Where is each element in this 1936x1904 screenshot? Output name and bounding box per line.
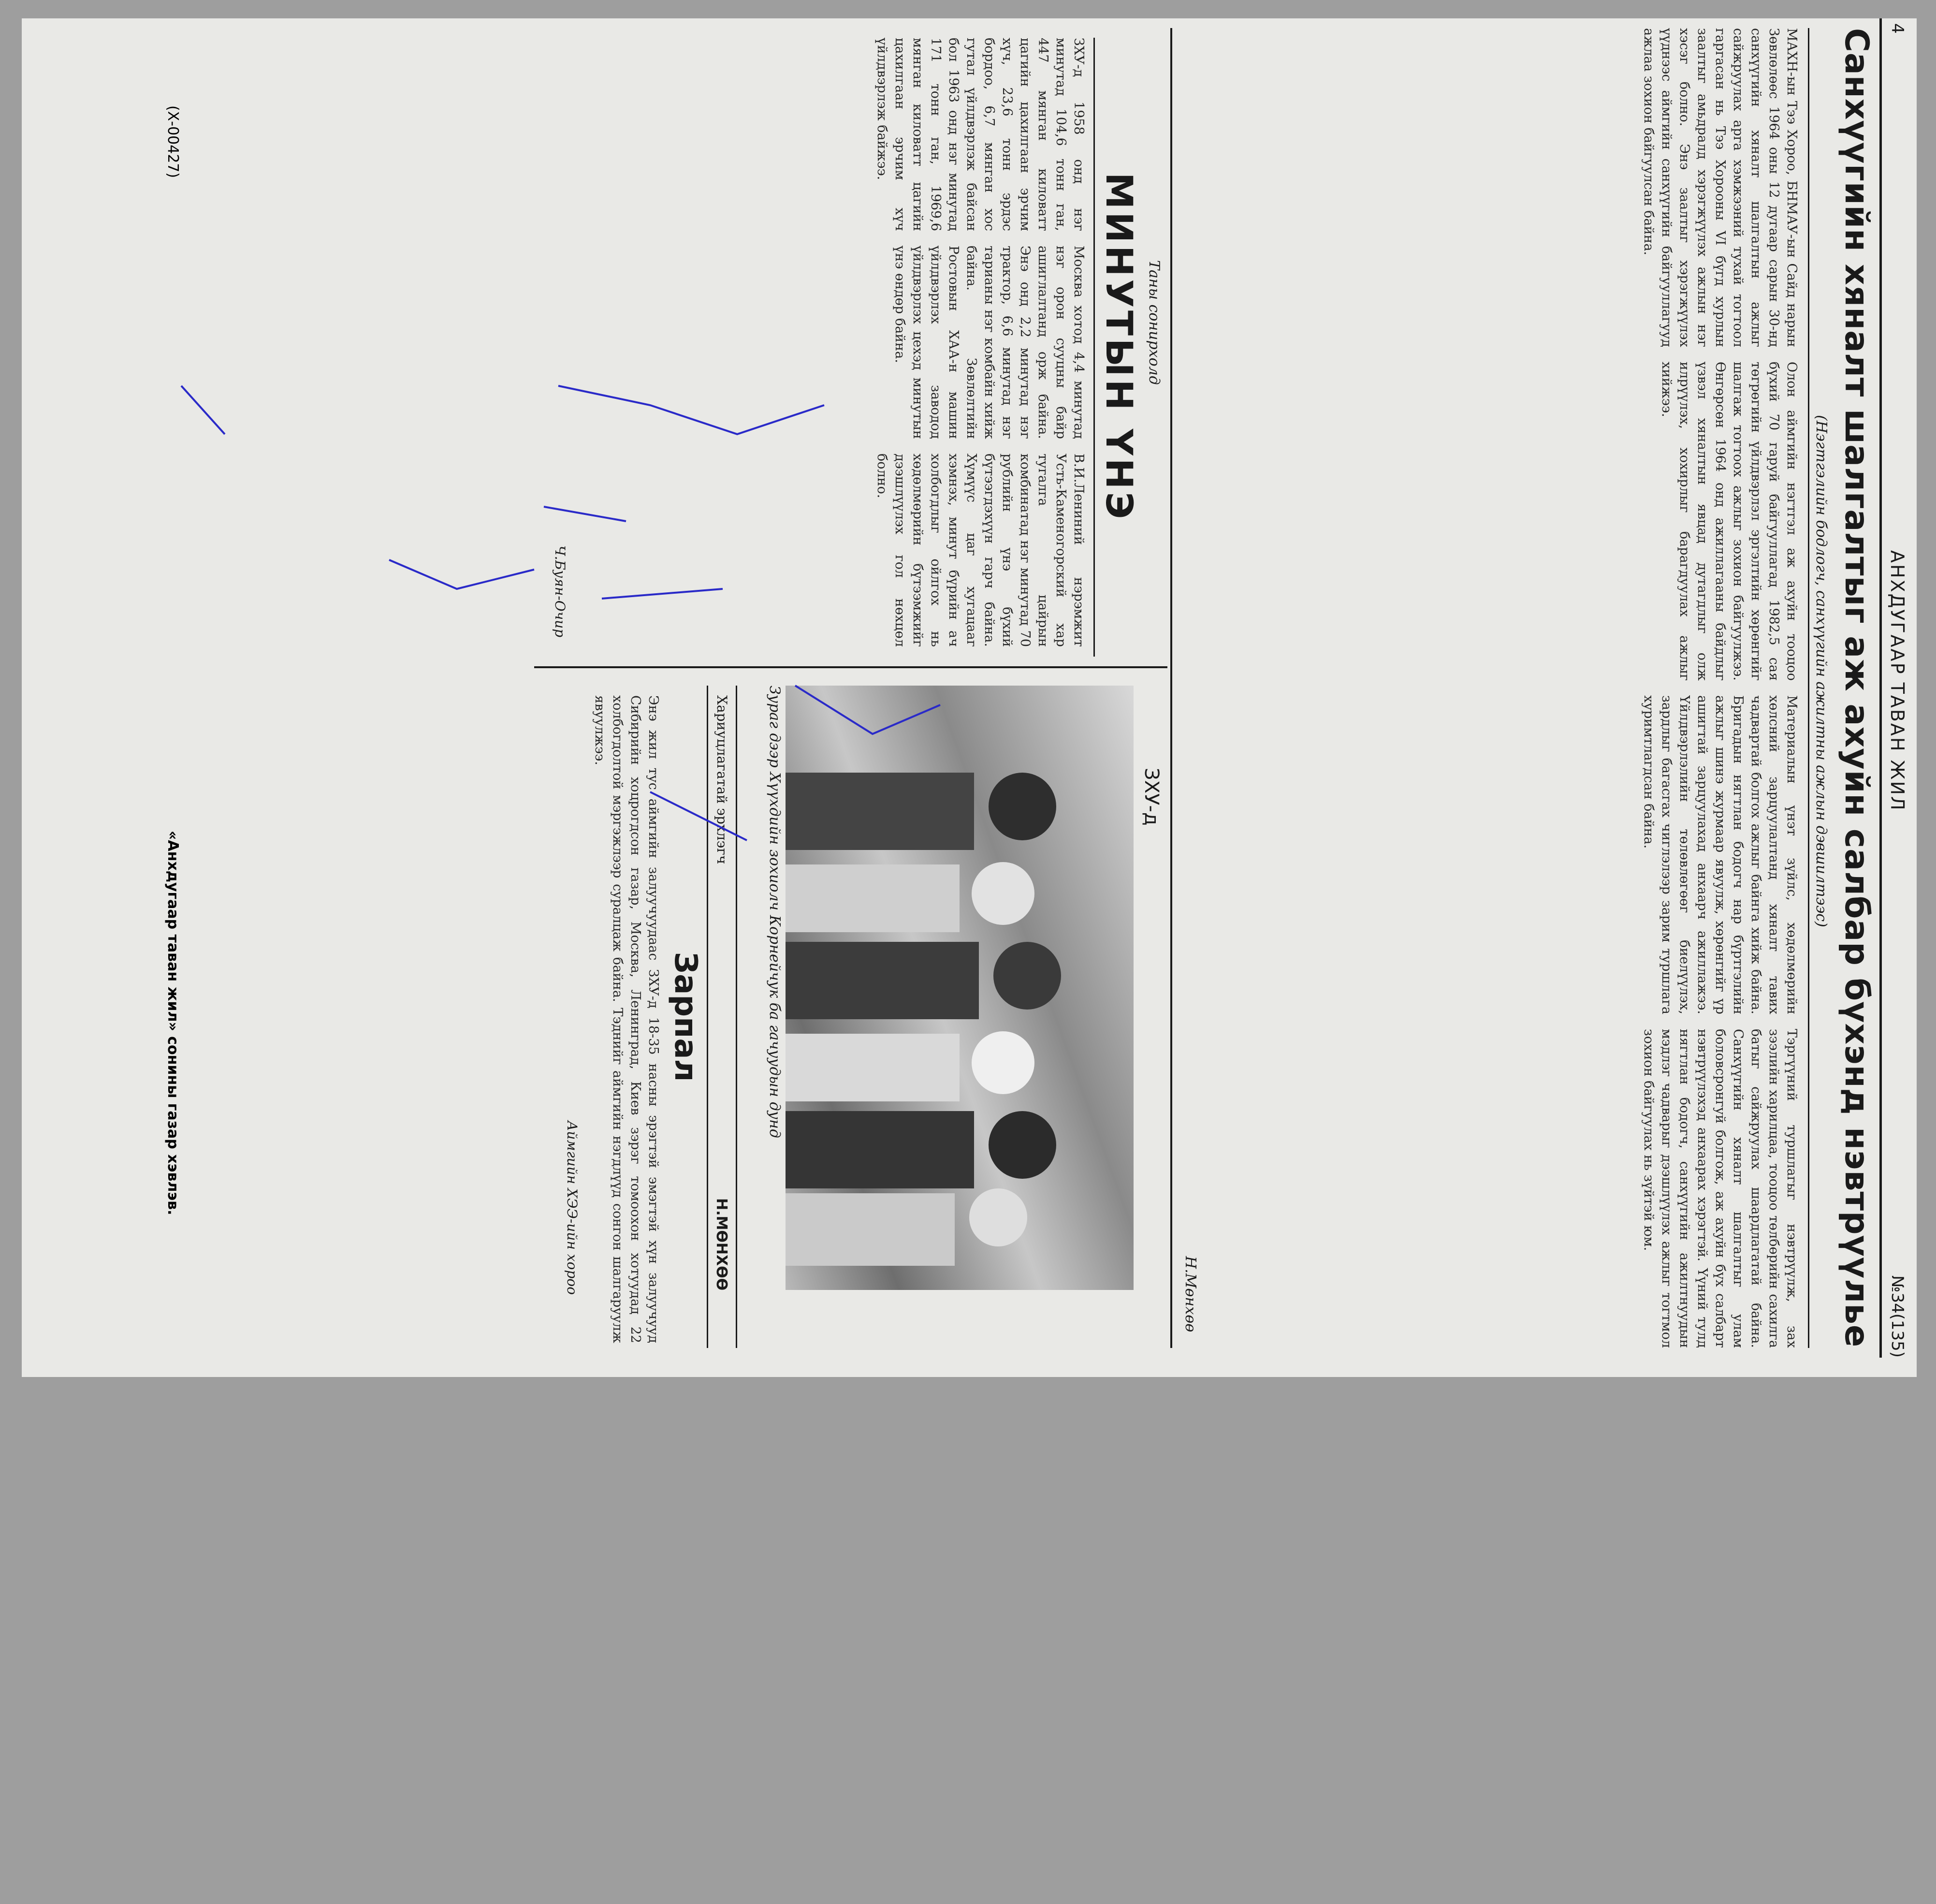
footer-code: (Х-00427) [164,105,181,178]
byline-left: Хариуцлагатай эрхлэгч [714,695,730,864]
main-subhead: (Нэгтгэлийн бодлогч, санхүүгийн ажилтны ажлын дэвшилтээс) [1813,415,1830,927]
zarpal-body: Энэ жил тус аймгийн залуучуудаас ЗХУ-д 18-35 насны эрэгтэй эмэгтэй хүн залуучууд Сибирийн хоцрогдсон газар, Москва, Ленинград, Киев зэрэг томоохон хотуудад 22 холбогдолтой мэргэжлээр суралцаж байна. Тэднийг аймгийн нэгдлүүд сонгон шалгаруулж явуулжээ. [592,695,661,1343]
photo-caption: Зураг дээр Хүүхдийн зохиолч Корнейчук ба гачуудын дунд [766,686,783,1138]
minute-column-2: Москва хотод 4,4 минутад нэг орон сууцны байр ашиглалтанд орж байна. Энэ онд 2,2 минутад нэг трактор, 6,6 минутад нэг тарианы нэг комбайн хийж байна. Зөвлөлтийн Ростовын ХАА-н машин үйлдвэрлэх заводод үйлдвэрлэх цехэд минутын үнэ өндөр байна. [892,246,1086,439]
zarpal-headline: Зарпал [668,952,703,1082]
pen-mark-4 [389,560,534,589]
newspaper-page [22,18,1917,1377]
masthead-title: АНХДУГААР ТАВАН ЖИЛ [1887,550,1908,812]
issue-number: №34(135) [1888,1275,1907,1358]
footer-slogan: «Анхдугаар таван жил» сонины газар хэвлэв. [164,831,181,1216]
minute-column-3: В.И.Лениний нэрэмжит Усть-Каменогорский хар тугалга цайрын комбинатад нэг минутад 70 рублийн үнэ бүхий бүтээгдэхүүн гарч байна. Хүмүүс цаг хугацааг хэмнэх, минут бүрийн ач холбогдлыг ойлгох нь хөдөлмөрийн бүтээмжийг дээшлүүлэх гол нөхцөл болно. [874,454,1086,647]
pen-mark-6 [650,792,747,840]
zarpal-signature: Аймгийн ХЭЭ-ийн хороо [564,1121,580,1295]
pen-mark-5 [602,589,723,599]
pen-annotations [22,18,1917,1377]
main-column-4: Тэргүүний туршлагыг нэвтрүүлж, зах зээлийн харилцаа, тооцоо төлбөрийн сахилга батыг сайжруулах шаардлагатай байна. Санхүүгийн хяналт шалгалтыг улам боловсронгуй болгож, аж ахуйн бүх салбарт нэвтрүүлэхэд анхаарах хэрэгтэй. Үүний тулд нягтлан бодогч, санхүүгийн ажилтнуудын мэдлэг чадварыг дээшлүүлэх ажлыг тогтмол зохион байгуулах нь зүйтэй юм. [1641,1029,1799,1348]
minute-column-1: ЗХУ-д 1958 онд нэг минутад 104,6 тонн ган, 447 мянган киловатт цагийн цахилгаан эрчим хүч, 23,6 тонн эрдэс бордоо, 6,7 мянган хос гутал үйлдвэрлэж байсан бол 1963 онд нэг минутад 171 тонн ган, 1969,6 мянган киловатт цагийн цахилгаан эрчим хүч үйлдвэрлэж байжээ. [874,38,1086,231]
minute-headline: МИНУТЫН ҮНЭ [1098,172,1141,522]
pen-mark-3 [544,507,626,521]
pen-mark-2 [795,686,940,734]
pen-mark-1 [558,386,824,434]
zarpal-country: ЗХУ-д [1140,768,1163,826]
main-column-3: Материалын үнэт зүйлс, хөдөлмөрийн хөлсний зарцуулалтанд хяналт тавих чадвартай болгох ажлыг байнга хийж байна. Бригадын нягтлан бодогч нар бүртгэлийн ажлыг шинэ журмаар явуулж, хөрөнгийг үр ашигтай зарцуулахад анхаарч ажиллажээ. Үйлдвэрлэлийн төлөвлөгөөг биелүүлэх, зардлыг багасгах чиглэлээр зарим туршлага хуримтлагдсан байна. [1641,695,1799,1014]
minute-kicker: Таны сонирхолд [1146,260,1163,385]
main-signature: Н.Мөнхөө [1182,1256,1199,1333]
minute-signature: Ч.Буян-Очир [552,545,568,638]
pen-mark-7 [181,386,225,434]
main-column-2: Олон аймгийн нэгтгэл аж ахуйн тооцоо бүхий 70 гаруй байгууллагад 1982,5 сая төгрөгийн үйлдвэрлэл эргэлтийн хөрөнгийг шалгаж тогтоох ажлыг зохион байгуулжээ. Өнгөрсөн 1964 онд ажиллагааны байдлыг үзвэл хяналтын явцад дутагдлыг олж илрүүлэх, хохирлыг барагдуулах ажлыг хийжээ. [1659,362,1799,681]
page-number: 4 [1888,23,1907,34]
main-headline: Санхүүгийн хяналт шалгалтыг аж ахуйн салбар бүхэнд нэвтрүүлье [1837,28,1876,1348]
main-column-1: МАХН-ын Тээ Хороо, БНМАУ-ын Сайд нарын Зөвлөлөөс 1964 оны 12 дугаар сарын 30-нд санхүүгийн хяналт шалгалтын ажлыг сайжруулах арга хэмжээний тухай тогтоол гаргасан нь Тээ Хорооны VI бүгд хурлын заалтыг амьдралд хэрэгжүүлэх ажлын нэг хэсэг болно. Энэ заалтыг хэрэгжүүлэх үүднээс аймгийн санхүүгийн байгууллагууд ажлаа зохион байгуулсан байна. [1641,28,1799,347]
byline-right: Н.МӨНХӨӨ [713,1198,730,1291]
